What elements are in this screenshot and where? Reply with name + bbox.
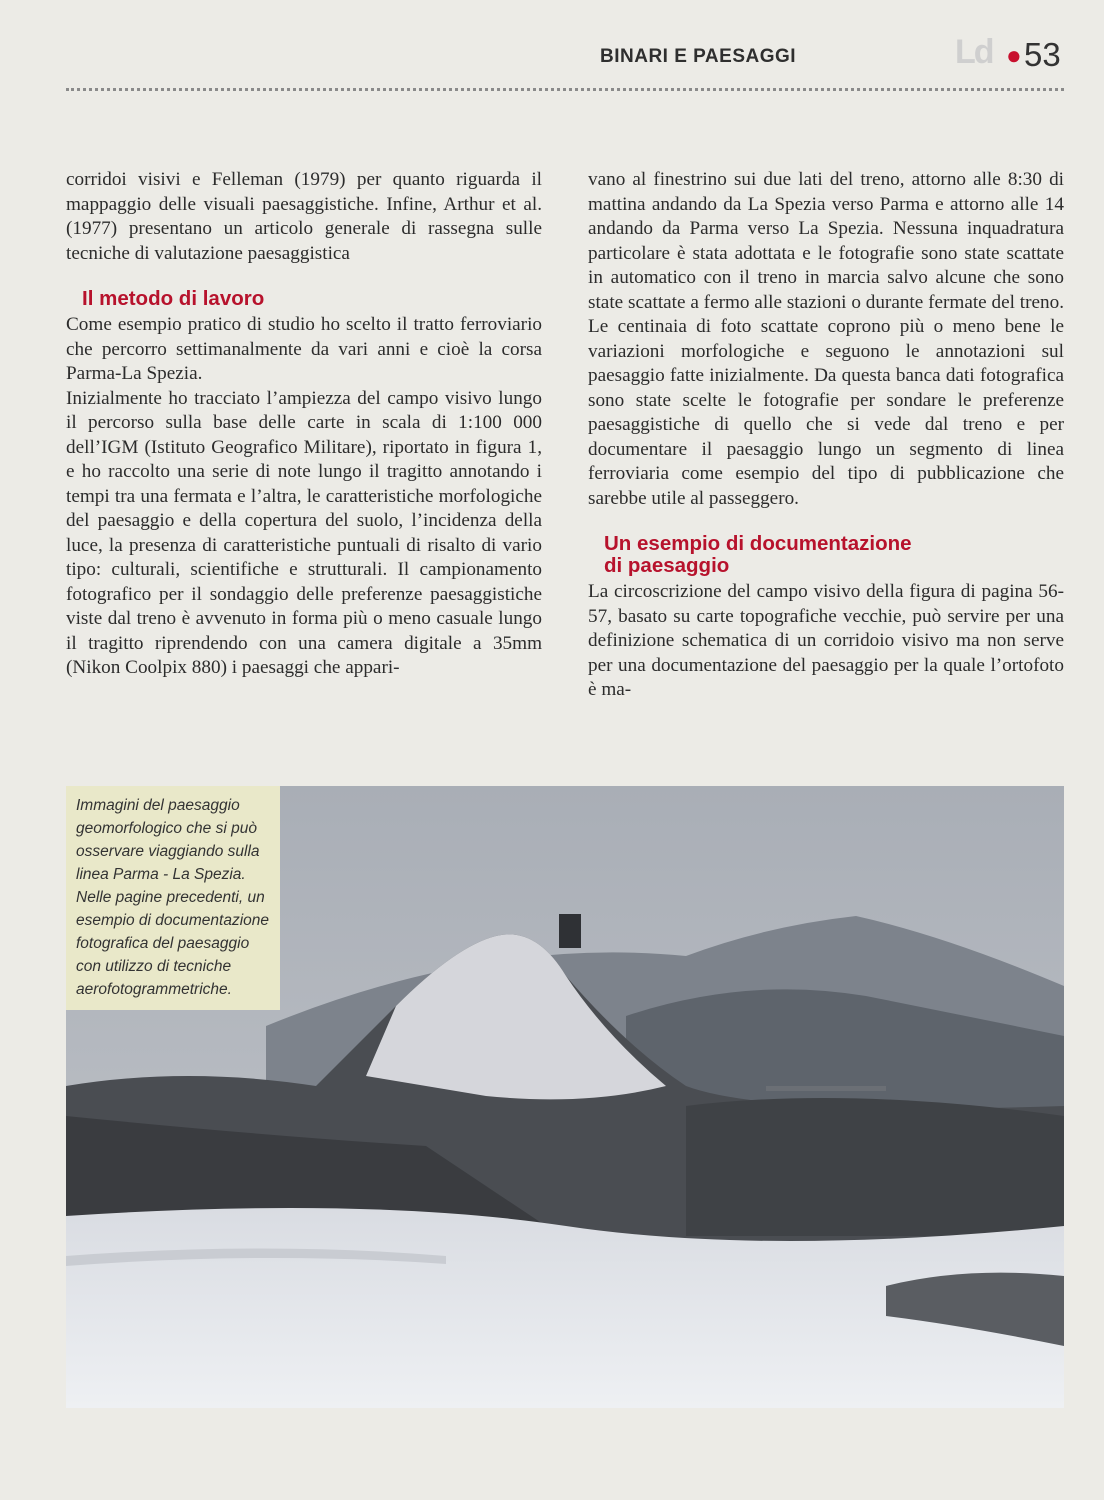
bullet-dot-icon: ● <box>1006 41 1022 70</box>
paragraph: vano al finestrino sui due lati del treno, attorno alle 8:30 di mattina andando da La Spezia verso Parma e attorno alle 14 andando da Parma verso La Spezia. Nessuna inquadratura particolare è stata adottata e le fotografie sono state scattate in automatico con il treno in marcia salvo alcune che sono state scattate a fermo alle stazioni o durante fermate del treno. Le centinaia di foto scattate coprono più o meno bene le variazioni morfologiche e seguono le annotazioni sul paesaggio fatte inizialmente. Da questa banca dati fotografica sono state scelte le fotografie per sondare le preferenze paesaggistiche di quello che si vede dal treno e per documentare il paesaggio lungo un segmento di linea ferroviaria come esempio del tipo di pubblicazione che sarebbe utile al passeggero. <box>588 169 1064 509</box>
section-heading-esempio <box>588 533 1064 577</box>
text-column-left <box>66 168 542 681</box>
header-divider <box>66 88 1064 91</box>
section-title: BINARI E PAESAGGI <box>600 46 797 67</box>
paragraph: Inizialmente ho tracciato l’ampiezza del campo visivo lungo il percorso sulla base delle carte in scala di 1:100 000 dell’IGM (Istituto Geografico Militare), riportato in figura 1, e ho raccolto una serie di note lungo il tragitto annotando i tempi tra una fermata e l’altra, le caratteristiche morfologiche del paesaggio e della copertura del suolo, l’incidenza della luce, la presenza di caratteristiche puntuali di risalto di vario tipo: culturali, scientifiche e strutturali. Il campionamento fotografico per il sondaggio delle preferenze paesaggistiche viste dal treno è avvenuto in forma più o meno casuale lungo il tragitto riprendendo con una camera digitale a 35mm (Nikon Coolpix 880) i paesaggi che appari- <box>66 387 542 678</box>
section-heading-metodo: Il metodo di lavoro <box>82 287 265 310</box>
page-number: 53 <box>1024 36 1061 73</box>
photo-caption: Immagini del paesaggio geomorfologico che si può osservare viaggiando sulla linea Parma - La Spezia. Nelle pagine precedenti, un esempio di documentazione fotografica del paesaggio con utilizzo di tecniche aerofotogrammetriche. <box>66 786 280 1010</box>
magazine-logo: Ld <box>955 33 993 71</box>
paragraph: corridoi visivi e Felleman (1979) per quanto riguarda il mappaggio delle visuali paesaggistiche. Infine, Arthur et al. (1977) presentano un articolo generale di rassegna sulle tecniche di valutazione paesaggistica <box>66 169 542 264</box>
paragraph: Come esempio pratico di studio ho scelto il tratto ferroviario che percorro settimanalmente da vari anni e cioè la corsa Parma-La Spezia. <box>66 314 542 384</box>
text-column-right <box>588 168 1064 703</box>
heading-line-2: di paesaggio <box>604 554 730 577</box>
paragraph: La circoscrizione del campo visivo della figura di pagina 56-57, basato su carte topografiche vecchie, può servire per una definizione schematica di un corridoio visivo ma non serve per una documentazione del paesaggio per la quale l’ortofoto è ma- <box>588 581 1064 700</box>
heading-line-1: Un esempio di documentazione <box>604 532 912 555</box>
